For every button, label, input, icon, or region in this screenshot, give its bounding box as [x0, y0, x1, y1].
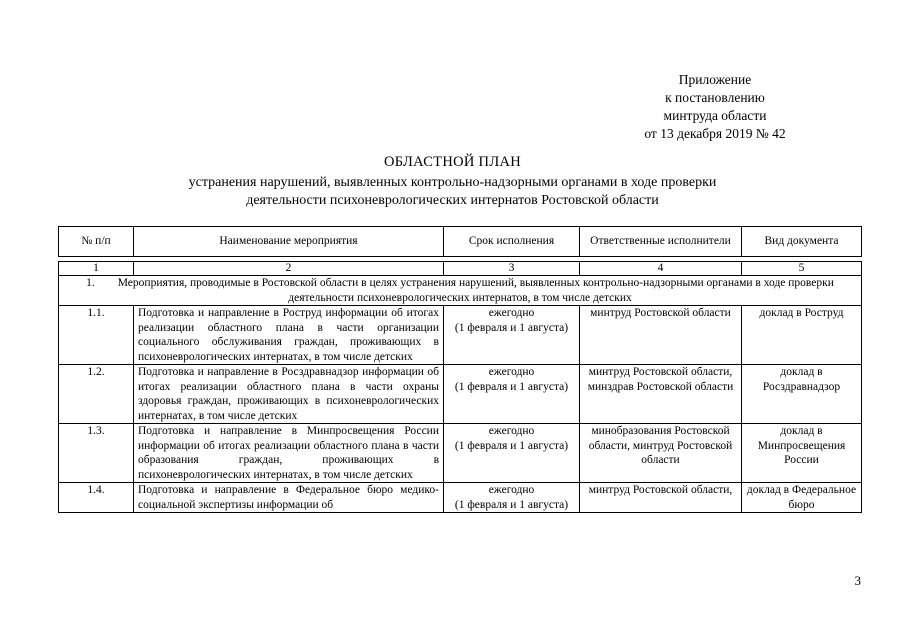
row-term-dates: (1 февраля и 1 августа)	[454, 439, 569, 452]
document-title-block	[0, 153, 905, 210]
column-number: 4	[580, 262, 742, 276]
section-row	[59, 276, 862, 306]
appendix-line-3: минтруда области	[663, 108, 767, 123]
document-subtitle-line-2: деятельности психоневрологических интернатов Ростовской области	[246, 193, 659, 208]
row-activity: Подготовка и направление в Федеральное бюро медико-социальной экспертизы информации об	[134, 483, 444, 513]
row-number: 1.2.	[59, 365, 134, 424]
header-cell: Ответственные исполнители	[580, 227, 742, 257]
row-term	[444, 424, 580, 483]
row-term-frequency: ежегодно	[488, 425, 535, 437]
section-number: 1.	[86, 277, 95, 289]
appendix-line-1: Приложение	[678, 72, 752, 87]
row-term	[444, 306, 580, 365]
row-document: доклад в Росздравнадзор	[742, 365, 862, 424]
section-text: Мероприятия, проводимые в Ростовской области в целях устранения нарушений, выявленных контрольно-надзорными органами в ходе проверки деятельности психоневрологических интернатов, в том числе детских	[117, 277, 834, 304]
page-number: 3	[854, 573, 861, 588]
column-number: 2	[134, 262, 444, 276]
row-responsible: минтруд Ростовской области,	[580, 483, 742, 513]
row-document: доклад в Федеральное бюро	[742, 483, 862, 513]
row-term-frequency: ежегодно	[488, 307, 535, 319]
table-row	[59, 483, 862, 513]
appendix-block	[605, 71, 825, 143]
row-activity: Подготовка и направление в Минпросвещения России информации об итогах реализации областного плана в части образования граждан, проживающих в психоневрологических интернатах, в том числе детских	[134, 424, 444, 483]
row-number: 1.1.	[59, 306, 134, 365]
document-subtitle-line-1: устранения нарушений, выявленных контрольно-надзорными органами в ходе проверки	[188, 175, 717, 190]
row-term	[444, 483, 580, 513]
row-term	[444, 365, 580, 424]
row-responsible: минтруд Ростовской области, минздрав Ростовской области	[580, 365, 742, 424]
appendix-line-2: к постановлению	[665, 90, 765, 105]
row-responsible: минтруд Ростовской области	[580, 306, 742, 365]
header-cell: Вид документа	[742, 227, 862, 257]
section-cell	[59, 276, 862, 306]
header-cell: Наименование мероприятия	[134, 227, 444, 257]
row-term-frequency: ежегодно	[488, 484, 535, 496]
document-title: ОБЛАСТНОЙ ПЛАН	[383, 154, 522, 170]
table-row	[59, 306, 862, 365]
plan-table	[58, 226, 862, 513]
row-term-dates: (1 февраля и 1 августа)	[454, 498, 569, 511]
row-document: доклад в Роструд	[742, 306, 862, 365]
column-number: 5	[742, 262, 862, 276]
table-header-row	[59, 227, 862, 257]
row-activity: Подготовка и направление в Росздравнадзор информации об итогах реализации областного плана в части охраны здоровья граждан, проживающих в психоневрологических интернатах, в том числе детских	[134, 365, 444, 424]
table-row	[59, 365, 862, 424]
header-cell: № п/п	[59, 227, 134, 257]
column-number: 3	[444, 262, 580, 276]
table-row	[59, 424, 862, 483]
column-number: 1	[59, 262, 134, 276]
row-term-frequency: ежегодно	[488, 366, 535, 378]
row-number: 1.4.	[59, 483, 134, 513]
header-cell: Срок исполнения	[444, 227, 580, 257]
row-number: 1.3.	[59, 424, 134, 483]
row-term-dates: (1 февраля и 1 августа)	[454, 380, 569, 393]
row-activity: Подготовка и направление в Роструд информации об итогах реализации областного плана в части организации социального обслуживания граждан, проживающих в психоневрологических интернатах, в том числе детских	[134, 306, 444, 365]
row-responsible: минобразования Ростовской области, минтруд Ростовской области	[580, 424, 742, 483]
appendix-line-4: от 13 декабря 2019 № 42	[644, 126, 786, 141]
column-number-row	[59, 262, 862, 276]
row-term-dates: (1 февраля и 1 августа)	[454, 321, 569, 334]
row-document: доклад в Минпросвещения России	[742, 424, 862, 483]
